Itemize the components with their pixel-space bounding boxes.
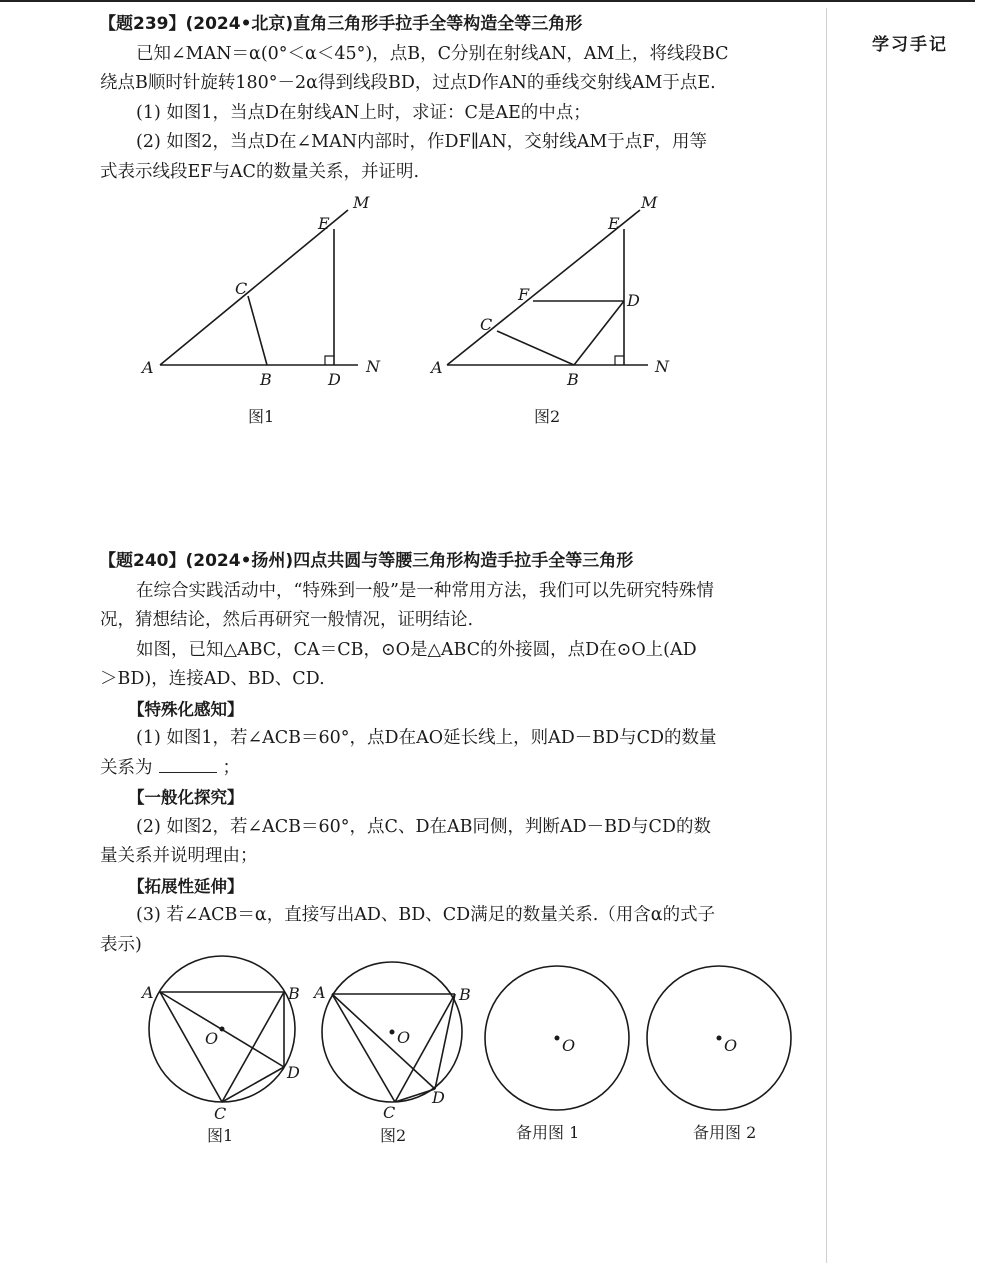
figure-caption: 图2 [534, 407, 561, 426]
label-C: C [480, 315, 493, 334]
label-C: C [214, 1104, 227, 1123]
label-C: C [235, 279, 248, 298]
problem-240-line: 量关系并说明理由； [100, 846, 258, 866]
label-O: O [205, 1029, 219, 1048]
answer-prefix: 关系为 [100, 757, 153, 778]
problem-240-line: (2) 如图2，若∠ACB＝60°，点C、D在AB同侧，判断AD－BD与CD的数 [136, 816, 711, 837]
problem-239-line: 绕点B顺时针旋转180°－2α得到线段BD，过点D作AN的垂线交射线AM于点E. [100, 73, 716, 93]
problem-240-line: (3) 若∠ACB＝α，直接写出AD、BD、CD满足的数量关系.（用含α的式子 [136, 905, 716, 925]
answer-suffix: ； [222, 757, 240, 778]
problem-240-heading: 【题240】(2024•扬州)四点共圆与等腰三角形构造手拉手全等三角形 [99, 551, 634, 571]
figure-caption: 备用图 1 [516, 1123, 580, 1142]
sidebar-title: 学习手记 [872, 35, 948, 55]
label-B: B [567, 370, 579, 389]
section-title: 【拓展性延伸】 [128, 876, 244, 896]
center-point [717, 1036, 722, 1041]
label-O: O [397, 1028, 411, 1047]
problem-239-line: (2) 如图2，当点D在∠MAN内部时，作DF∥AN，交射线AM于点F，用等 [136, 132, 707, 152]
problem-240-line: 表示) [100, 934, 142, 955]
label-D: D [432, 1088, 445, 1107]
label-B: B [260, 370, 272, 389]
label-M: M [353, 193, 370, 212]
problem-240-line: 在综合实践活动中，“特殊到一般”是一种常用方法，我们可以先研究特殊情 [136, 580, 714, 601]
label-E: E [608, 214, 620, 233]
problem-240-line: 如图，已知△ABC，CA＝CB，⊙O是△ABC的外接圆，点D在⊙O上(AD [136, 639, 697, 660]
label-O: O [724, 1036, 738, 1055]
label-A: A [314, 983, 326, 1002]
label-N: N [366, 357, 380, 376]
problem-240-line: 况，猜想结论，然后再研究一般情况，证明结论. [100, 610, 474, 630]
label-D: D [287, 1063, 300, 1082]
problem-239-line: (1) 如图1，当点D在射线AN上时，求证：C是AE的中点； [136, 102, 591, 123]
problem-239-heading: 【题239】(2024•北京)直角三角形手拉手全等构造全等三角形 [99, 14, 583, 34]
label-A: A [142, 983, 154, 1002]
label-B: B [459, 985, 471, 1004]
figure-caption: 备用图 2 [693, 1123, 757, 1142]
figure-caption: 图1 [207, 1126, 234, 1145]
label-A: A [431, 358, 443, 377]
figure-caption: 图2 [380, 1126, 407, 1145]
label-B: B [288, 984, 300, 1003]
label-C: C [383, 1103, 396, 1122]
section-title: 【一般化探究】 [128, 788, 244, 807]
figure-caption: 图1 [248, 407, 275, 426]
label-O: O [562, 1036, 576, 1055]
label-D: D [328, 370, 341, 389]
label-A: A [142, 358, 154, 377]
problem-239-line: 式表示线段EF与AC的数量关系，并证明. [100, 161, 420, 182]
label-M: M [641, 193, 658, 212]
label-D: D [627, 291, 640, 310]
label-N: N [655, 357, 669, 376]
problem-240-line: (1) 如图1，若∠ACB＝60°，点D在AO延长线上，则AD－BD与CD的数量 [136, 728, 717, 748]
section-title: 【特殊化感知】 [128, 699, 244, 719]
problem-239-line: 已知∠MAN＝α(0°＜α＜45°)，点B，C分别在射线AN，AM上，将线段BC [136, 43, 729, 64]
label-E: E [318, 214, 330, 233]
label-F: F [518, 285, 530, 304]
problem-240-line: ＞BD)，连接AD、BD、CD. [100, 669, 325, 689]
